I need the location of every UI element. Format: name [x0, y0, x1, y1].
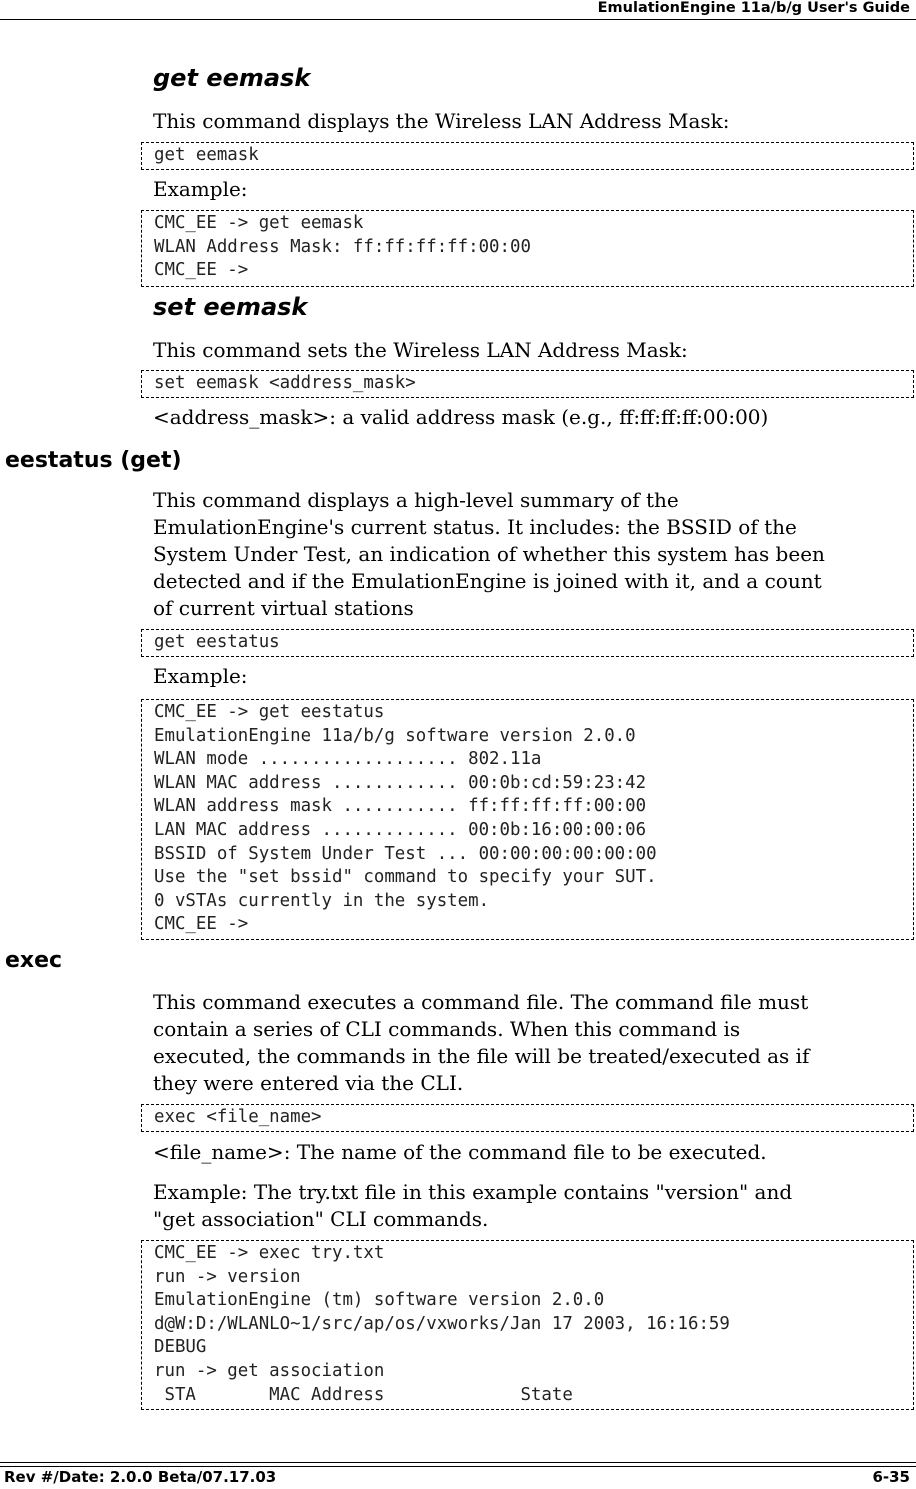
text-line: of current virtual stations	[153, 596, 414, 620]
eestatus-syntax	[141, 629, 914, 657]
exec-syntax	[141, 1104, 914, 1132]
code-line: WLAN Address Mask: ff:ff:ff:ff:00:00	[154, 236, 531, 257]
code-line: CMC_EE ->	[154, 260, 249, 281]
text-line: executed, the commands in the file will be treated/executed as if	[153, 1044, 810, 1068]
text-line: they were entered via the CLI.	[153, 1071, 464, 1095]
footer-rule	[0, 1462, 916, 1463]
exec-example-text	[153, 1179, 905, 1233]
code-line: DEBUG	[154, 1337, 207, 1358]
code-line: 0 vSTAs currently in the system.	[154, 890, 490, 911]
heading-set-eemask: set eemask	[153, 293, 308, 321]
heading-exec: exec	[5, 948, 63, 973]
code-line: BSSID of System Under Test ... 00:00:00:00:00:00	[154, 843, 657, 864]
code-line: EmulationEngine 11a/b/g software version 2.0.0	[154, 725, 636, 746]
get-eemask-example	[141, 210, 914, 287]
header-title: EmulationEngine 11a/b/g User's Guide	[597, 0, 910, 16]
code-line: set eemask <address_mask>	[154, 373, 416, 393]
code-line: CMC_EE -> get eestatus	[154, 702, 385, 722]
code-line: exec <file_name>	[154, 1107, 322, 1127]
code-line: CMC_EE -> exec try.txt	[154, 1243, 385, 1263]
code-line: LAN MAC address ............. 00:0b:16:00:00:06	[154, 819, 647, 840]
get-eemask-example-label: Example:	[153, 177, 248, 201]
heading-get-eemask: get eemask	[153, 64, 311, 92]
eestatus-example	[141, 699, 914, 940]
set-eemask-param: <address_mask>: a valid address mask (e.g., ff:ff:ff:ff:00:00)	[153, 405, 769, 429]
text-line: contain a series of CLI commands. When this command is	[153, 1017, 741, 1041]
code-line: get eemask	[154, 145, 259, 165]
code-line: WLAN MAC address ............ 00:0b:cd:59:23:42	[154, 772, 647, 793]
eestatus-description	[153, 487, 905, 622]
code-line: WLAN address mask ........... ff:ff:ff:ff:00:00	[154, 796, 647, 817]
eestatus-example-label: Example:	[153, 664, 248, 688]
exec-description	[153, 989, 905, 1097]
code-line: d@W:D:/WLANLO~1/src/ap/os/vxworks/Jan 17 2003, 16:16:59	[154, 1313, 730, 1334]
get-eemask-description: This command displays the Wireless LAN Address Mask:	[153, 109, 730, 133]
code-line: Use the "set bssid" command to specify your SUT.	[154, 867, 657, 888]
heading-eestatus: eestatus (get)	[5, 448, 182, 473]
header-rule	[0, 19, 916, 20]
set-eemask-description: This command sets the Wireless LAN Address Mask:	[153, 338, 688, 362]
page-number: 6-35	[872, 1468, 910, 1486]
exec-example	[141, 1240, 914, 1410]
code-line: run -> get association	[154, 1360, 385, 1381]
code-line: WLAN mode ................... 802.11a	[154, 749, 542, 770]
exec-param: <file_name>: The name of the command file to be executed.	[153, 1140, 767, 1164]
code-line: get eestatus	[154, 632, 280, 652]
text-line: Example: The try.txt file in this example contains "version" and	[153, 1180, 793, 1204]
code-line: CMC_EE ->	[154, 914, 249, 935]
text-line: System Under Test, an indication of whether this system has been	[153, 542, 825, 566]
text-line: "get association" CLI commands.	[153, 1207, 489, 1231]
footer-revision: Rev #/Date: 2.0.0 Beta/07.17.03	[4, 1468, 277, 1486]
footer-rule	[0, 1466, 916, 1467]
text-line: EmulationEngine's current status. It includes: the BSSID of the	[153, 515, 797, 539]
code-line: STA MAC Address State	[154, 1384, 573, 1405]
text-line: This command displays a high-level summary of the	[153, 488, 679, 512]
text-line: This command executes a command file. The command file must	[153, 990, 809, 1014]
set-eemask-syntax	[141, 370, 914, 398]
text-line: detected and if the EmulationEngine is joined with it, and a count	[153, 569, 822, 593]
get-eemask-syntax	[141, 142, 914, 170]
code-line: run -> version	[154, 1266, 301, 1287]
code-line: EmulationEngine (tm) software version 2.0.0	[154, 1290, 605, 1311]
code-line: CMC_EE -> get eemask	[154, 213, 364, 233]
